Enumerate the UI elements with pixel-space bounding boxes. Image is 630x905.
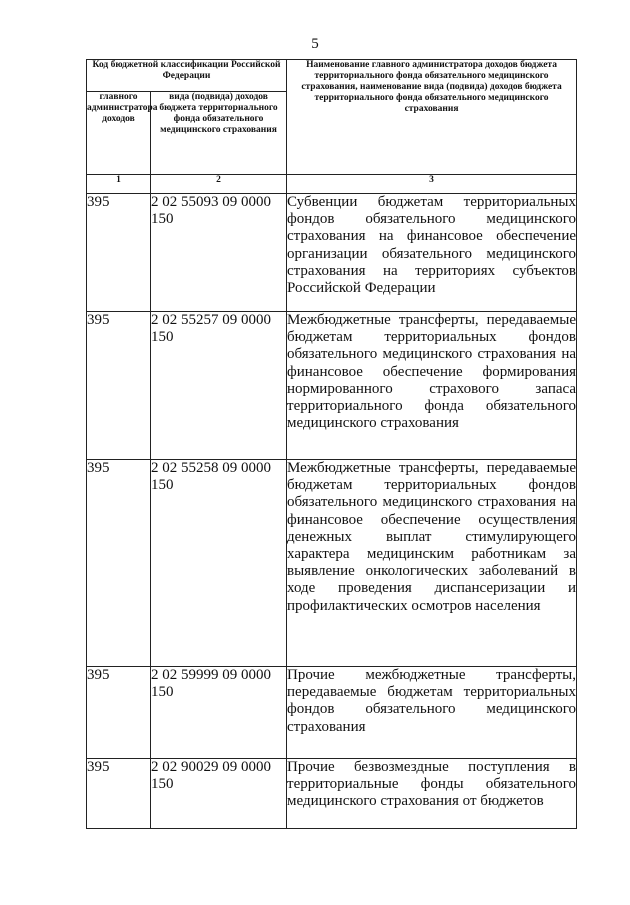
table-row (87, 194, 577, 312)
income-name-cell: Межбюджетные трансферты, передаваемые бюджетам территориальных фондов обязательного медицинского страхования на финансовое обеспечение осуществления денежных выплат стимулирующего характера медицинским работникам за выявление онкологических заболеваний в ходе проведения диспансеризации и профилактических осмотров населения (287, 460, 577, 667)
admin-code-cell: 395 (87, 194, 151, 312)
table-row (87, 312, 577, 460)
page-number: 5 (311, 36, 319, 52)
table-row (87, 759, 577, 829)
income-name-cell: Субвенции бюджетам территориальных фондов обязательного медицинского страхования на финансовое обеспечение организации обязательного медицинского страхования на территориях субъектов Российской Федерации (287, 194, 577, 312)
header-name: Наименование главного администратора доходов бюджета территориального фонда обязательного медицинского страхования, наименование вида (подвида) доходов бюджета территориального фонда обязательного медицинского страхования (287, 60, 577, 175)
admin-code-cell: 395 (87, 759, 151, 829)
admin-code-cell: 395 (87, 667, 151, 759)
admin-code-cell: 395 (87, 460, 151, 667)
header-number-2: 2 (151, 175, 287, 194)
table-row (87, 460, 577, 667)
header-income-code: вида (подвида) доходов бюджета территориального фонда обязательного медицинского страхования (151, 92, 287, 175)
header-number-3: 3 (287, 175, 577, 194)
header-admin-code: главного администратора доходов (87, 92, 151, 175)
income-name-cell: Межбюджетные трансферты, передаваемые бюджетам территориальных фондов обязательного медицинского страхования на финансовое обеспечение формирования нормированного страхового запаса территориального фонда обязательного медицинского страхования (287, 312, 577, 460)
income-code-cell: 2 02 55258 09 0000 150 (151, 460, 287, 667)
income-code-cell: 2 02 59999 09 0000 150 (151, 667, 287, 759)
income-code-cell: 2 02 90029 09 0000 150 (151, 759, 287, 829)
budget-classification-table (86, 59, 577, 829)
table-row (87, 667, 577, 759)
income-name-cell: Прочие межбюджетные трансферты, передаваемые бюджетам территориальных фондов обязательного медицинского страхования (287, 667, 577, 759)
header-number-1: 1 (87, 175, 151, 194)
income-name-cell: Прочие безвозмездные поступления в территориальные фонды обязательного медицинского страхования от бюджетов (287, 759, 577, 829)
admin-code-cell: 395 (87, 312, 151, 460)
income-code-cell: 2 02 55257 09 0000 150 (151, 312, 287, 460)
income-code-cell: 2 02 55093 09 0000 150 (151, 194, 287, 312)
header-code-group: Код бюджетной классификации Российской Федерации (87, 60, 287, 92)
